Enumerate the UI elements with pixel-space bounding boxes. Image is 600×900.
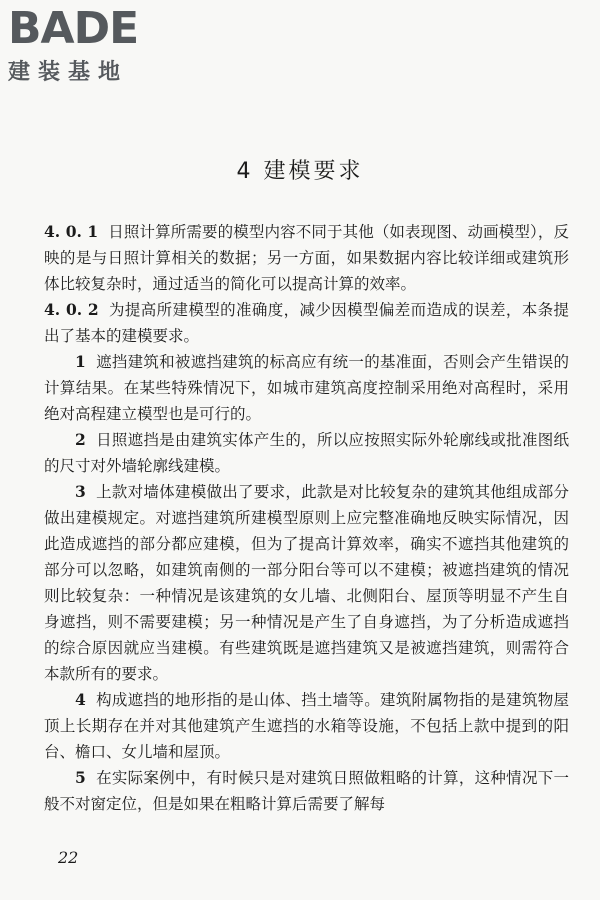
page-number: 22 (58, 848, 79, 867)
section-text: 为提高所建模型的准确度，减少因模型偏差而造成的误差，本条提出了基本的建模要求。 (44, 301, 569, 345)
item-2 (44, 427, 569, 479)
item-number: 5 (75, 768, 86, 787)
item-number: 1 (75, 352, 86, 371)
logo-text-en: BADE (8, 3, 139, 54)
item-text: 构成遮挡的地形指的是山体、挡土墙等。建筑附属物指的是建筑物屋顶上长期存在并对其他建筑产生遮挡的水箱等设施，不包括上款中提到的阳台、檐口、女儿墙和屋顶。 (44, 691, 569, 761)
item-1 (44, 349, 569, 427)
item-number: 4 (75, 690, 86, 709)
item-number: 3 (75, 482, 86, 501)
item-text: 在实际案例中，有时候只是对建筑日照做粗略的计算，这种情况下一般不对窗定位，但是如果在粗略计算后需要了解每 (44, 769, 569, 813)
body-content (44, 219, 569, 817)
section-4-0-2 (44, 297, 569, 349)
logo-text-cn: 建装基地 (8, 60, 129, 85)
section-text: 日照计算所需要的模型内容不同于其他（如表现图、动画模型），反映的是与日照计算相关的数据；另一方面，如果数据内容比较详细或建筑形体比较复杂时，通过适当的简化可以提高计算的效率。 (44, 223, 569, 293)
section-number: 4. 0. 2 (44, 300, 99, 319)
logo (8, 4, 178, 86)
section-number: 4. 0. 1 (44, 222, 99, 241)
item-4 (44, 687, 569, 765)
item-text: 上款对墙体建模做出了要求，此款是对比较复杂的建筑其他组成部分做出建模规定。对遮挡建筑所建模型原则上应完整准确地反映实际情况，因此造成遮挡的部分都应建模，但为了提高计算效率，确实不遮挡其他建筑的部分可以忽略，如建筑南侧的一部分阳台等可以不建模；被遮挡建筑的情况则比较复杂：一种情况是该建筑的女儿墙、北侧阳台、屋顶等明显不产生自身遮挡，则不需要建模；另一种情况是产生了自身遮挡，为了分析造成遮挡的综合原因就应当建模。有些建筑既是遮挡建筑又是被遮挡建筑，则需符合本款所有的要求。 (44, 483, 569, 683)
item-text: 日照遮挡是由建筑实体产生的，所以应按照实际外轮廓线或批准图纸的尺寸对外墙轮廓线建模。 (44, 431, 569, 475)
section-4-0-1 (44, 219, 569, 297)
item-text: 遮挡建筑和被遮挡建筑的标高应有统一的基准面，否则会产生错误的计算结果。在某些特殊情况下，如城市建筑高度控制采用绝对高程时，采用绝对高程建立模型也是可行的。 (44, 353, 569, 423)
item-3 (44, 479, 569, 687)
chapter-title: 4 建模要求 (236, 159, 364, 184)
item-number: 2 (75, 430, 86, 449)
item-5 (44, 765, 569, 817)
